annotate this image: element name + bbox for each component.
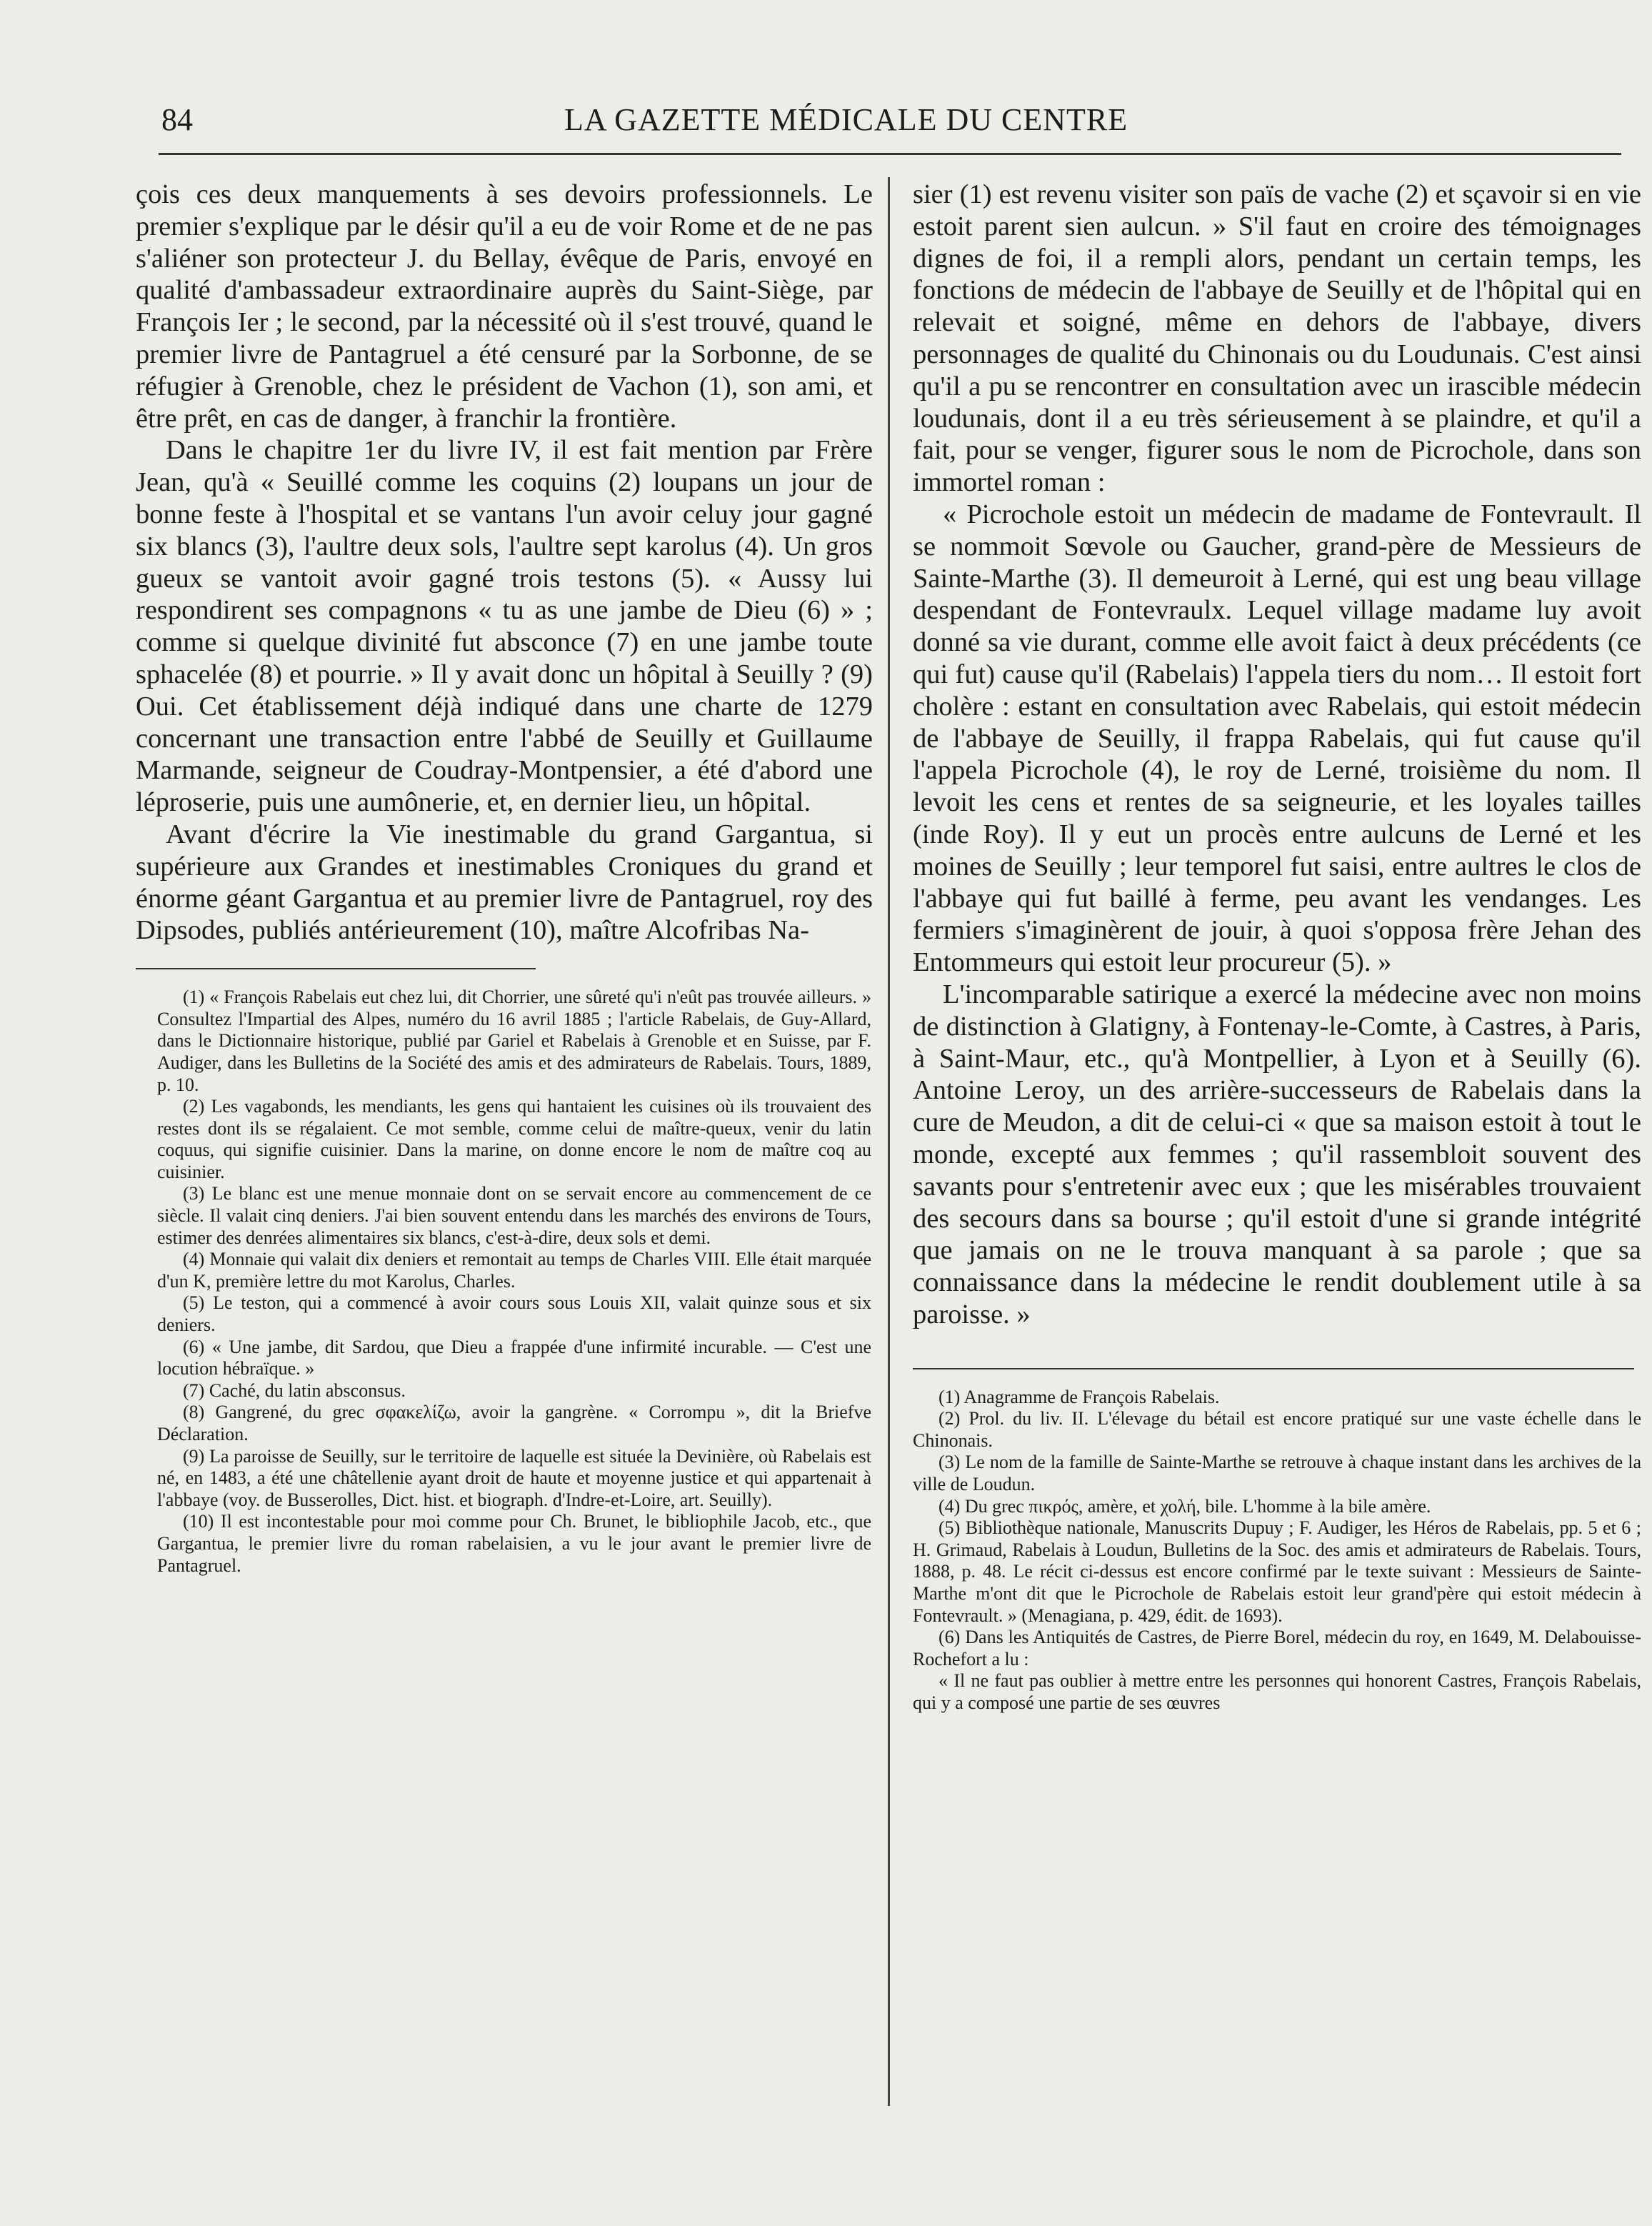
body-paragraph: Dans le chapitre 1er du livre IV, il est fait mention par Frère Jean, qu'à « Seuillé comme les coquins (2) loupans un jour de bonne feste à l'hospital et se vantans l'un avoir celuy jour gagné six blancs (3), l'aultre deux sols, l'aultre sept karolus (4). Un gros gueux se vantoit avoir gagné trois testons (5). « Aussy lui respondirent ses compagnons « tu as une jambe de Dieu (6) » ; comme si quelque divinité fut absconce (7) en une jambe toute sphacelée (8) et pourrie. » Il y avait donc un hôpital à Seuilly ? (9) Oui. Cet établissement déjà indiqué dans une charte de 1279 concernant une transaction entre l'abbé de Seuilly et Guillaume Marmande, seigneur de Coudray-Montpensier, a été d'abord une léproserie, puis une aumônerie, et, en dernier lieu, un hôpital. (136, 435, 873, 818)
journal-title: LA GAZETTE MÉDICALE DU CENTRE (564, 102, 1128, 137)
quoted-paragraph: « Picrochole estoit un médecin de madame de Fontevrault. Il se nommoit Sœvole ou Gaucher, grand-père de Messieurs de Sainte-Marthe (3). Il demeuroit à Lerné, qui est ung beau village despendant de Fontevraulx. Lequel village madame luy avoit donné sa vie durant, comme elle avoit faict à deux précédents (ce qui fut) cause qu'il (Rabelais) l'appela tiers du nom… Il estoit fort cholère : estant en consultation avec Rabelais, qui estoit médecin de l'abbaye de Seuilly, il frappa Rabelais, qui fut cause qu'il l'appela Picrochole (4), le roy de Lerné, troisième du nom. Il levoit les cens et rentes de sa seigneurie, et les loyales tailles (inde Roy). Il y eut un procès entre aulcuns de Lerné et les moines de Seuilly ; leur temporel fut saisi, entre aultres le clos de l'abbaye qui fut baillé à ferme, peu avant les vendanges. Les fermiers s'imaginèrent de jouir, à quoi s'opposa frère Jehan des Entommeurs qui estoit leur procureur (5). » (913, 499, 1641, 978)
footnote: (3) Le nom de la famille de Sainte-Marthe se retrouve à chaque instant dans les archives de la ville de Loudun. (913, 1452, 1641, 1495)
body-paragraph: çois ces deux manquements à ses devoirs professionnels. Le premier s'explique par le désir qu'il a eu de voir Rome et de ne pas s'aliéner son protecteur J. du Bellay, évêque de Paris, envoyé en qualité d'ambassadeur extraordinaire auprès du Saint-Siège, par François Ier ; le second, par la nécessité où il s'est trouvé, quand le premier livre de Pantagruel a été censuré par la Sorbonne, de se réfugier à Grenoble, chez le président de Vachon (1), son ami, et être prêt, en cas de danger, à franchir la frontière. (136, 179, 873, 434)
footnote: (1) « François Rabelais eut chez lui, dit Chorrier, une sûreté qu'i n'eût pas trouvée ailleurs. » Consultez l'Impartial des Alpes, numéro du 16 avril 1885 ; l'article Rabelais, de Guy-Allard, dans le Dictionnaire historique, publié par Gariel et Rabelais à Grenoble et en Suisse, par F. Audiger, dans les Bulletins de la Société des amis et des admirateurs de Rabelais. Tours, 1889, p. 10. (157, 987, 871, 1095)
footnote: (2) Les vagabonds, les mendiants, les gens qui hantaient les cuisines où ils trouvaient des restes dont ils se régalaient. Ce mot semble, comme celui de maître-queux, venir du latin coquus, qui signifie cuisinier. Dans la marine, on donne encore le nom de maître coq au cuisinier. (157, 1096, 871, 1182)
footnote: (1) Anagramme de François Rabelais. (938, 1386, 1220, 1407)
right-footnotes (913, 1387, 1641, 1715)
footnote: (7) Caché, du latin absconsus. (183, 1379, 406, 1401)
page-number: 84 (161, 102, 193, 137)
footnote-rule (136, 968, 536, 969)
body-paragraph: sier (1) est revenu visiter son païs de vache (2) et sçavoir si en vie estoit parent sien aulcun. » S'il faut en croire des témoignages dignes de foi, il a rempli alors, pendant un certain temps, les fonctions de médecin de l'abbaye de Seuilly et de l'hôpital qui en relevait et soigné, même en dehors de l'abbaye, divers personnages de qualité du Chinonais ou du Loudunais. C'est ainsi qu'il a pu se rencontrer en consultation avec un irascible médecin loudunais, dont il a eu très sérieusement à se plaindre, et qu'il a fait, pour se venger, figurer sous le nom de Picrochole, dans son immortel roman : (913, 179, 1641, 498)
footnote: (4) Du grec πικρός, amère, et χολή, bile. L'homme à la bile amère. (938, 1495, 1431, 1517)
footnote: (8) Gangrené, du grec σφακελίζω, avoir la gangrène. « Corrompu », dit la Briefve Déclaration. (157, 1402, 871, 1444)
footnote: (6) Dans les Antiquités de Castres, de Pierre Borel, médecin du roy, en 1649, M. Delabouisse-Rochefort a lu : (913, 1627, 1641, 1670)
footnote: (5) Le teston, qui a commencé à avoir cours sous Louis XII, valait quinze sous et six deniers. (157, 1292, 871, 1336)
footnote: (6) « Une jambe, dit Sardou, que Dieu a frappée d'une infirmité incurable. — C'est une locution hébraïque. » (157, 1336, 871, 1379)
body-paragraph: Avant d'écrire la Vie inestimable du grand Gargantua, si supérieure aux Grandes et inestimables Croniques du grand et énorme géant Gargantua et au premier livre de Pantagruel, roy des Dipsodes, publiés antérieurement (10), maître Alcofribas Na- (136, 819, 873, 946)
right-column (913, 179, 1641, 1715)
header-rule (159, 153, 1621, 155)
left-body-text (136, 179, 873, 947)
body-paragraph: L'incomparable satirique a exercé la médecine avec non moins de distinction à Glatigny, à Fontenay-le-Comte, à Castres, à Paris, à Saint-Maur, etc., qu'à Montpellier, à Lyon et à Seuilly (6). Antoine Leroy, un des arrière-successeurs de Rabelais dans la cure de Meudon, a dit de celui-ci « que sa maison estoit à tout le monde, excepté aux femmes ; qu'il rassembloit souvent des savants pour s'entretenir avec eux ; que les misérables trouvaient des secours dans sa bourse ; qu'il estoit d'une si grande intégrité que jamais on ne le trouva manquant à sa parole ; que sa connaissance dans la médecine le rendit doublement utile à sa paroisse. » (913, 979, 1641, 1329)
page-header (0, 86, 1652, 143)
footnote: (9) La paroisse de Seuilly, sur le territoire de laquelle est située la Devinière, où Rabelais est né, en 1483, a été une châtellenie ayant droit de haute et moyenne justice et qui appartenait à l'abbaye (voy. de Busserolles, Dict. hist. et biograph. d'Indre-et-Loire, art. Seuilly). (157, 1445, 871, 1510)
right-body-text (913, 179, 1641, 1331)
footnote: « Il ne faut pas oublier à mettre entre les personnes qui honorent Castres, François Rabelais, qui y a composé une partie de ses œuvres (913, 1670, 1641, 1713)
left-footnotes (157, 987, 871, 1577)
left-column (136, 179, 873, 1577)
footnote: (5) Bibliothèque nationale, Manuscrits Dupuy ; F. Audiger, les Héros de Rabelais, pp. 5 et 6 ; H. Grimaud, Rabelais à Loudun, Bulletins de la Soc. des amis et admirateurs de Rabelais. Tours, 1888, p. 48. Le récit ci-dessus est encore confirmé par le texte suivant : Messieurs de Sainte-Marthe m'ont dit que le Picrochole de Rabelais estoit leur grand'père qui estoit médecin à Fontevrault. » (Menagiana, p. 429, édit. de 1693). (913, 1517, 1641, 1626)
footnote-rule (913, 1368, 1634, 1369)
footnote: (2) Prol. du liv. II. L'élevage du bétail est encore pratiqué sur une vaste échelle dans le Chinonais. (913, 1408, 1641, 1451)
footnote: (3) Le blanc est une menue monnaie dont on se servait encore au commencement de ce siècle. Il valait cinq deniers. J'ai bien souvent entendu dans les marchés des environs de Tours, estimer des denrées alimentaires six blancs, c'est-à-dire, deux sols et demi. (157, 1183, 871, 1248)
footnote: (10) Il est incontestable pour moi comme pour Ch. Brunet, le bibliophile Jacob, etc., que Gargantua, le premier livre du roman rabelaisien, a vu le jour avant le premier livre de Pantagruel. (157, 1511, 871, 1576)
column-divider (888, 177, 890, 2106)
footnote: (4) Monnaie qui valait dix deniers et remontait au temps de Charles VIII. Elle était marquée d'un K, première lettre du mot Karolus, Charles. (157, 1249, 871, 1292)
